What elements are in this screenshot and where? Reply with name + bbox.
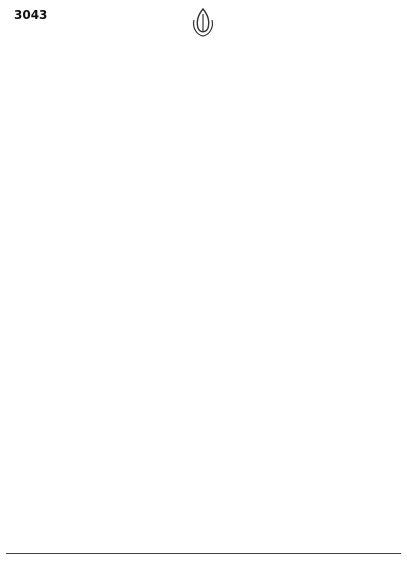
notice-body [12, 118, 395, 518]
document-number: 3043 [14, 8, 48, 22]
emblem-icon [188, 6, 218, 40]
office-address-footer [6, 553, 401, 557]
document-header [0, 0, 407, 70]
